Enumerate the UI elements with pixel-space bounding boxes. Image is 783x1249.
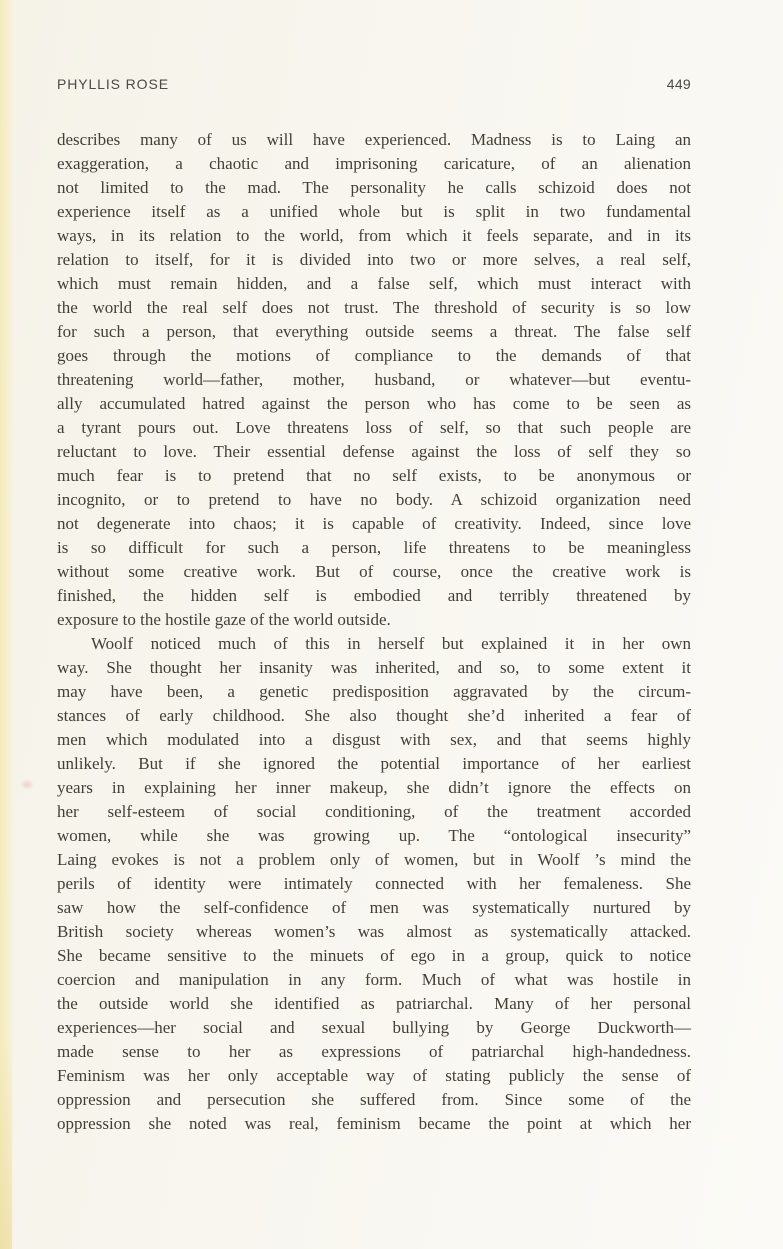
text-line: not limited to the mad. The personality he calls schizoid does not <box>57 178 691 197</box>
text-line: finished, the hidden self is embodied and terribly threatened by <box>57 586 691 605</box>
text-line: Woolf noticed much of this in herself but explained it in her own <box>91 634 691 653</box>
text-line: years in explaining her inner makeup, she didn’t ignore the effects on <box>57 778 691 797</box>
text-line: experiences—her social and sexual bullying by George Duckworth— <box>57 1018 691 1037</box>
text-line: exaggeration, a chaotic and imprisoning caricature, of an alienation <box>57 154 691 173</box>
text-line: relation to itself, for it is divided into two or more selves, a real self, <box>57 250 691 269</box>
text-line: exposure to the hostile gaze of the world outside. <box>57 610 391 629</box>
text-line: oppression she noted was real, feminism became the point at which her <box>57 1114 691 1133</box>
text-line: much fear is to pretend that no self exists, to be anonymous or <box>57 466 691 485</box>
text-line: for such a person, that everything outside seems a threat. The false self <box>57 322 691 341</box>
text-line: without some creative work. But of course, once the creative work is <box>57 562 691 581</box>
text-line: British society whereas women’s was almost as systematically attacked. <box>57 922 691 941</box>
text-line: perils of identity were intimately connected with her femaleness. She <box>57 874 691 893</box>
text-line: She became sensitive to the minuets of ego in a group, quick to notice <box>57 946 691 965</box>
text-line: may have been, a genetic predisposition aggravated by the circum- <box>57 682 691 701</box>
text-line: ways, in its relation to the world, from which it feels separate, and in its <box>57 226 691 245</box>
text-line: incognito, or to pretend to have no body. A schizoid organization need <box>57 490 691 509</box>
text-line: Feminism was her only acceptable way of stating publicly the sense of <box>57 1066 691 1085</box>
author-name: PHYLLIS ROSE <box>57 76 169 92</box>
scan-left-edge-shade <box>0 1029 12 1249</box>
text-line: not degenerate into chaos; it is capable of creativity. Indeed, since love <box>57 514 691 533</box>
text-line: made sense to her as expressions of patriarchal high-handedness. <box>57 1042 691 1061</box>
text-line: stances of early childhood. She also thought she’d inherited a fear of <box>57 706 691 725</box>
text-line: ally accumulated hatred against the person who has come to be seen as <box>57 394 691 413</box>
text-line: coercion and manipulation in any form. Much of what was hostile in <box>57 970 691 989</box>
text-line: men which modulated into a disgust with sex, and that seems highly <box>57 730 691 749</box>
running-header <box>57 76 691 92</box>
text-line: which must remain hidden, and a false self, which must interact with <box>57 274 691 293</box>
text-line: way. She thought her insanity was inherited, and so, to some extent it <box>57 658 691 677</box>
text-line: reluctant to love. Their essential defense against the loss of self they so <box>57 442 691 461</box>
text-line: her self-esteem of social conditioning, of the treatment accorded <box>57 802 691 821</box>
text-line: threatening world—father, mother, husband, or whatever—but eventu- <box>57 370 691 389</box>
text-line: is so difficult for such a person, life threatens to be meaningless <box>57 538 691 557</box>
pink-smudge-mark <box>20 779 34 790</box>
text-line: experience itself as a unified whole but is split in two fundamental <box>57 202 691 221</box>
text-line: the outside world she identified as patriarchal. Many of her personal <box>57 994 691 1013</box>
text-line: unlikely. But if she ignored the potential importance of her earliest <box>57 754 691 773</box>
text-line: oppression and persecution she suffered from. Since some of the <box>57 1090 691 1109</box>
text-line: describes many of us will have experienced. Madness is to Laing an <box>57 130 691 149</box>
text-line: a tyrant pours out. Love threatens loss of self, so that such people are <box>57 418 691 437</box>
text-line: Laing evokes is not a problem only of women, but in Woolf ’s mind the <box>57 850 691 869</box>
text-line: women, while she was growing up. The “ontological insecurity” <box>57 826 691 845</box>
text-line: goes through the motions of compliance to the demands of that <box>57 346 691 365</box>
text-line: saw how the self-confidence of men was systematically nurtured by <box>57 898 691 917</box>
page-number: 449 <box>666 76 691 92</box>
text-line: the world the real self does not trust. The threshold of security is so low <box>57 298 691 317</box>
text-block <box>57 128 691 1136</box>
